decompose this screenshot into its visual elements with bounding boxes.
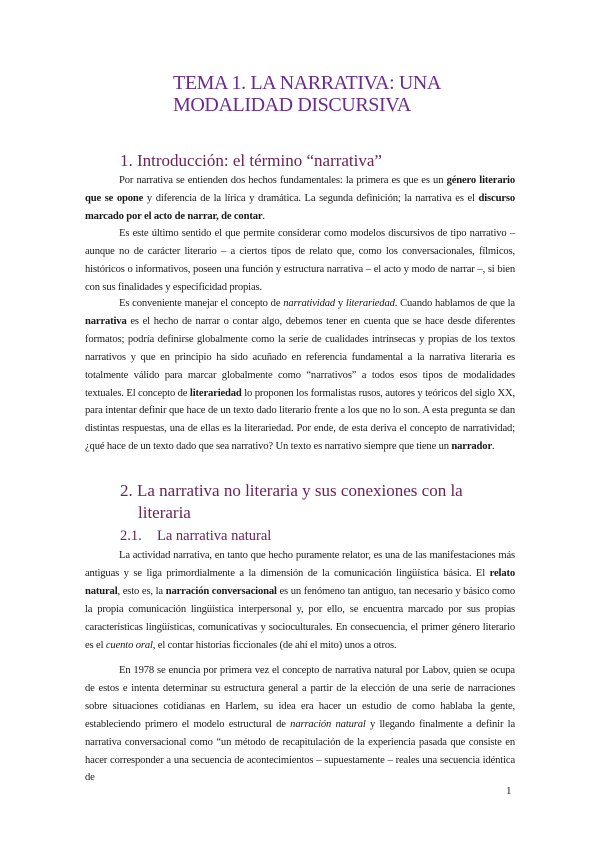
- page-number: 1: [506, 785, 512, 797]
- italic-term: cuento oral: [105, 639, 153, 651]
- bold-term: relato natural: [85, 567, 515, 597]
- bold-term: narrador: [451, 441, 493, 453]
- bold-term: narración conversacional: [165, 585, 277, 597]
- subsection-title: La narrativa natural: [157, 528, 272, 544]
- bold-phrase: discurso marcado por el acto de narrar, de contar: [85, 192, 515, 222]
- section-2-heading-line-1: 2. La narrativa no literaria y sus conexiones con la: [120, 481, 463, 500]
- section-1-heading: 1. Introducción: el término “narrativa”: [120, 151, 382, 170]
- document-title: [173, 72, 553, 116]
- section-2-heading: [120, 480, 515, 524]
- paragraph-3: Es conveniente manejar el concepto de narratividad y literariedad. Cuando hablamos de que la narrativa es el hecho de narrar o contar algo, debemos tener en cuenta que se hace desde diferentes formatos; podría definirse globalmente como la serie de cualidades intrínsecas y propias de los textos narrativos y que en principio ha sido acuñado en referencia fundamental a la narrativa literaria es totalmente válido para marcar globalmente como “narrativos” a todos esos tipos de modalidades textuales. El concepto de literariedad lo proponen los formalistas rusos, autores y teóricos del siglo XX, para intentar definir que hace de un texto dado literario frente a los que no lo son. A esta pregunta se dan distintas respuestas, una de ellas es la literariedad. Por ende, de esta deriva el concepto de narratividad; ¿qué hace de un texto dado que sea narrativo? Un texto es narrativo siempre que tiene un narrador.: [85, 298, 515, 453]
- italic-term: narratividad: [283, 298, 336, 309]
- italic-term: literariedad: [345, 298, 395, 309]
- paragraph-4: La actividad narrativa, en tanto que hecho puramente relator, es una de las manifestaciones más antiguas y se liga primordialmente a la dimensión de la comunicación lingüística básica. El relato natural, esto es, la narración conversacional es un fenómeno tan antiguo, tan necesario y básico como la propia comunicación lingüística interpersonal y, por ello, se encuentra marcado por sus propias características lingüísticas, comunicativas y socioculturales. En consecuencia, el primer género literario es el cuento oral, el contar historias ficcionales (de ahí el mito) unos a otros.: [85, 550, 515, 651]
- paragraph-5: En 1978 se enuncia por primera vez el concepto de narrativa natural por Labov, quien se ocupa de estos e intenta determinar su estructura general a partir de la elección de una serie de narraciones sobre situaciones cotidianas en Harlem, su idea era hacer un estudio de como hablaba la gente, estableciendo primero el modelo estructural de narración natural y llegando finalmente a definir la narrativa conversacional como “un método de recapitulación de la experiencia pasada que consiste en hacer corresponder a una secuencia de acontecimientos – supuestamente – reales una secuencia idéntica de: [85, 665, 515, 784]
- paragraph-2: Es este último sentido el que permite considerar como modelos discursivos de tipo narrativo – aunque no de carácter literario – a ciertos tipos de relato que, como los conversacionales, fílmicos, históricos o informativos, poseen una función y estructura narrativa – el acto y modo de narrar –, si bien con sus finalidades y especificidad propias.: [85, 228, 515, 293]
- subsection-2-1-heading: [120, 527, 271, 545]
- bold-term: narrativa: [85, 315, 127, 327]
- italic-term: narración natural: [290, 718, 366, 730]
- bold-term: literariedad: [189, 387, 242, 399]
- section-2-heading-line-2: literaria: [138, 503, 191, 522]
- title-line-1: TEMA 1. LA NARRATIVA: UNA: [173, 72, 441, 94]
- title-line-2: MODALIDAD DISCURSIVA: [173, 94, 411, 116]
- paragraph-1: Por narrativa se entienden dos hechos fundamentales: la primera es que es un género literario que se opone y diferencia de la lírica y dramática. La segunda definición; la narrativa es el discurso marcado por el acto de narrar, de contar.: [85, 175, 515, 222]
- subsection-number: 2.1.: [120, 528, 142, 544]
- bold-phrase: género literario que se opone: [85, 175, 515, 204]
